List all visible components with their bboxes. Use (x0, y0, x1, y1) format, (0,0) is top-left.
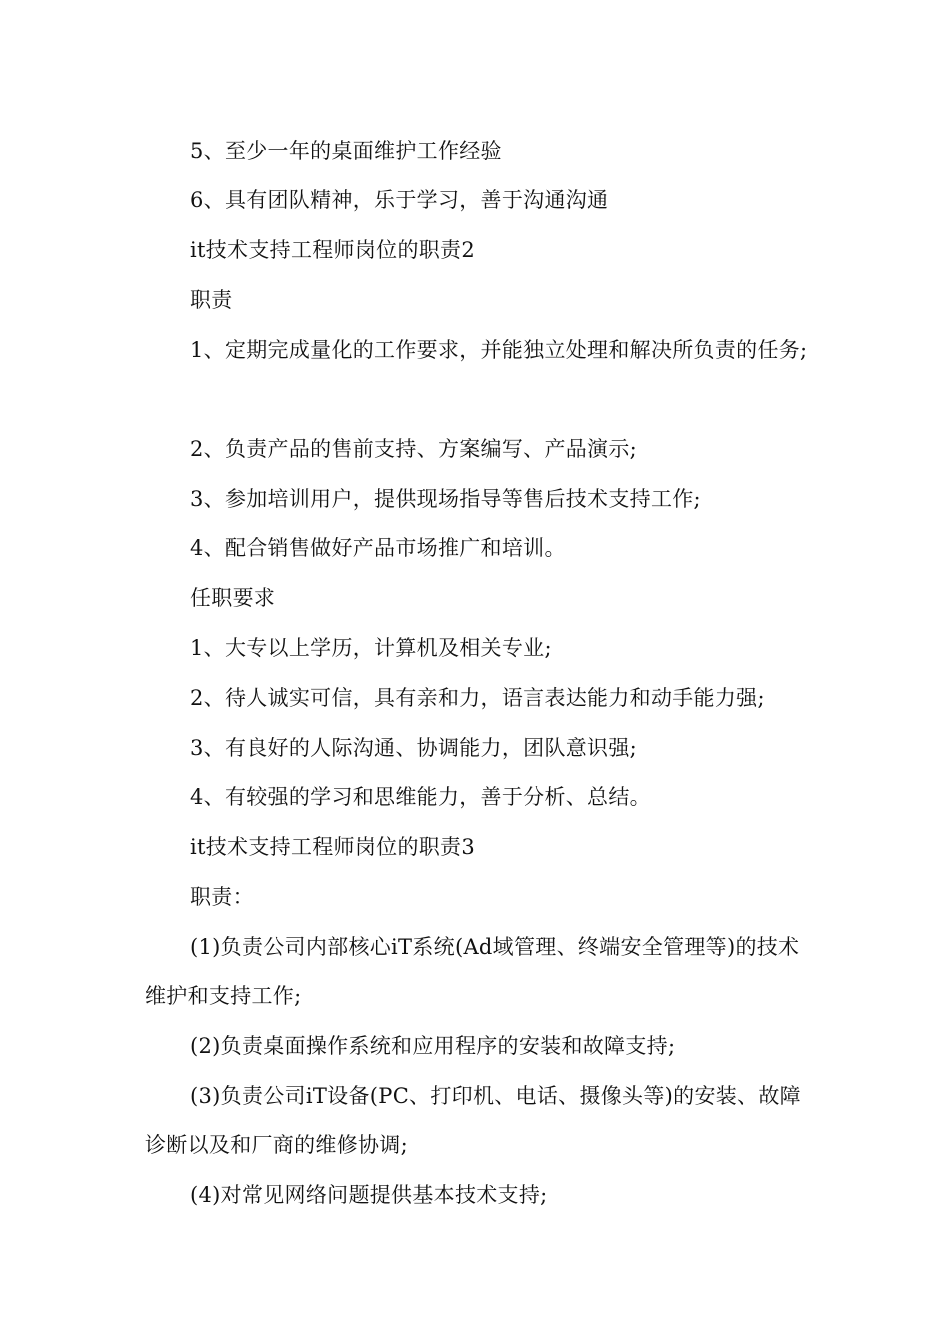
paragraph-duty-3: 3、参加培训用户，提供现场指导等售后技术支持工作; (190, 487, 701, 511)
paragraph-requirement-6: 6、具有团队精神，乐于学习，善于沟通沟通 (190, 188, 609, 212)
subheading-duties-3: 职责： (190, 885, 254, 909)
paragraph-requirement-4: 4、有较强的学习和思维能力，善于分析、总结。 (190, 785, 651, 809)
paragraph-duty-3-3: (3)负责公司iT设备(PC、打印机、电话、摄像头等)的安装、故障诊断以及和厂商的维修协调; (145, 1084, 801, 1157)
paragraph-duty-3-1: (1)负责公司内部核心iT系统(Ad域管理、终端安全管理等)的技术维护和支持工作; (145, 935, 800, 1008)
paragraph-requirement-1: 1、大专以上学历，计算机及相关专业; (190, 636, 552, 660)
paragraph-duty-4: 4、配合销售做好产品市场推广和培训。 (190, 536, 566, 560)
paragraph-requirement-3: 3、有良好的人际沟通、协调能力，团队意识强; (190, 736, 638, 760)
paragraph-duty-2: 2、负责产品的售前支持、方案编写、产品演示; (190, 437, 638, 461)
subheading-requirements: 任职要求 (190, 586, 276, 610)
paragraph-duty-3-4: (4)对常见网络问题提供基本技术支持; (190, 1183, 548, 1207)
paragraph-requirement-5: 5、至少一年的桌面维护工作经验 (190, 139, 502, 163)
paragraph-duty-3-2: (2)负责桌面操作系统和应用程序的安装和故障支持; (190, 1034, 676, 1058)
section-heading-2: it技术支持工程师岗位的职责2 (190, 238, 476, 262)
paragraph-duty-1: 1、定期完成量化的工作要求，并能独立处理和解决所负责的任务; (190, 338, 808, 362)
section-heading-3: it技术支持工程师岗位的职责3 (190, 835, 476, 859)
paragraph-requirement-2: 2、待人诚实可信，具有亲和力，语言表达能力和动手能力强; (190, 686, 765, 710)
subheading-duties: 职责 (190, 288, 233, 312)
